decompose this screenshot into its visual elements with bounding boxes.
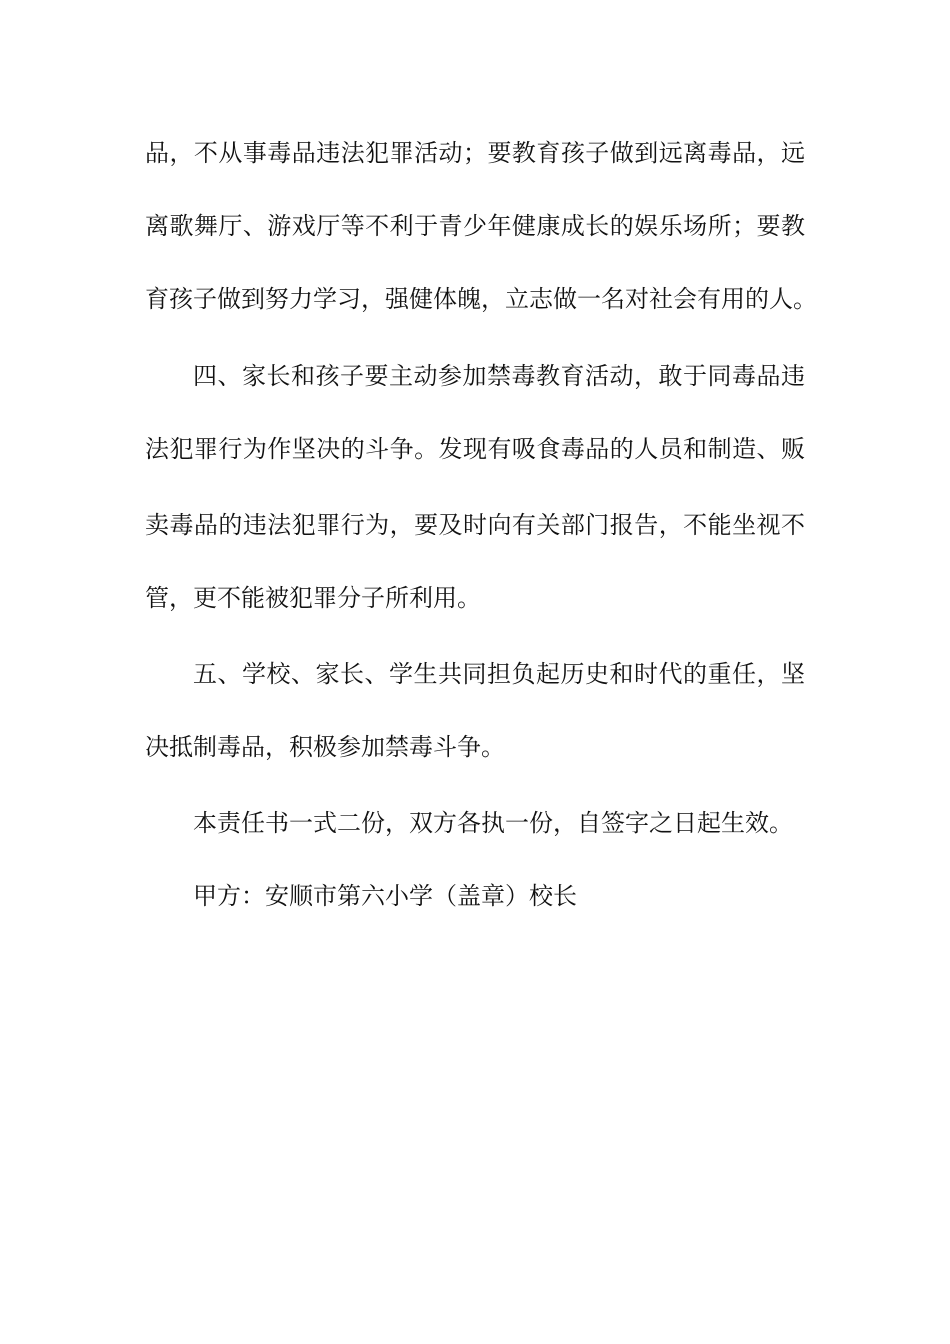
paragraph-line: 五、学校、家长、学生共同担负起历史和时代的重任，坚: [193, 660, 805, 688]
paragraph-line: 本责任书一式二份，双方各执一份，自签字之日起生效。: [193, 809, 793, 837]
signature-line: 甲方：安顺市第六小学（盖章）校长: [193, 882, 577, 910]
paragraph-line: 育孩子做到努力学习，强健体魄，立志做一名对社会有用的人。: [145, 285, 817, 313]
paragraph-line: 法犯罪行为作坚决的斗争。发现有吸食毒品的人员和制造、贩: [145, 435, 805, 463]
paragraph-line: 品，不从事毒品违法犯罪活动；要教育孩子做到远离毒品，远: [145, 139, 805, 167]
paragraph-line: 卖毒品的违法犯罪行为，要及时向有关部门报告，不能坐视不: [145, 511, 805, 539]
paragraph-line: 离歌舞厅、游戏厅等不利于青少年健康成长的娱乐场所；要教: [145, 212, 805, 240]
paragraph-line: 决抵制毒品，积极参加禁毒斗争。: [145, 733, 505, 761]
paragraph-line: 管，更不能被犯罪分子所利用。: [145, 584, 481, 612]
paragraph-line: 四、家长和孩子要主动参加禁毒教育活动，敢于同毒品违: [193, 362, 805, 390]
